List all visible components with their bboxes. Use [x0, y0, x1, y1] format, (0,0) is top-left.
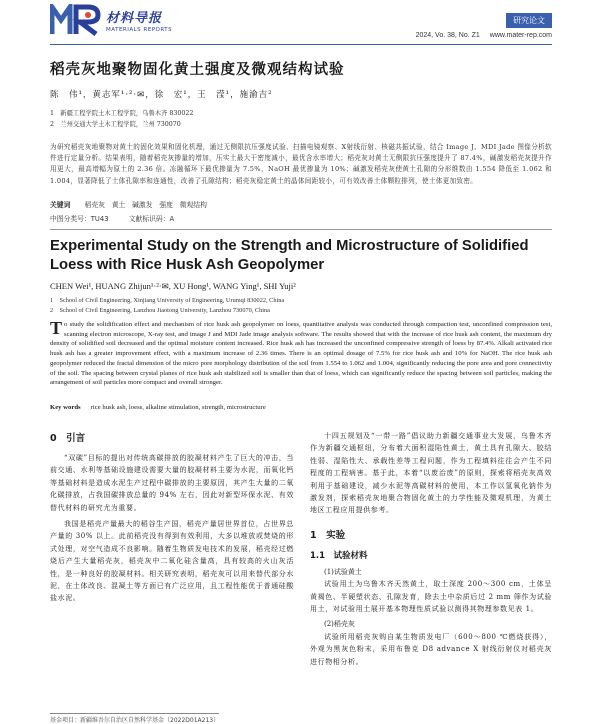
en-authors: CHEN Wei¹, HUANG Zhijun¹·²·✉, XU Hong¹, WANG Ying¹, SHI Yuji²: [50, 281, 296, 291]
en-affiliation-2: 2 School of Civil Engineering, Lanzhou Jiaotong University, Lanzhou 730070, China: [50, 306, 270, 314]
cn-abstract: 为研究稻壳灰地聚物对黄土的固化效果和固化机理，通过无侧限抗压强度试验、扫描电镜观察、X射线衍射、核磁共振试验，结合 Image J、MDI Jade 图像分析软件进行定量分析。结果表明，随着稻壳灰掺量的增加，压实土最大干密度减小，最优含水率增大；稻壳灰对黄土无侧限抗压强度提升了 87.4%，碱激发稻壳灰提升作用更大，最高增幅为原土的 2.36 倍。冻融循环下最优掺量为 7.5%，NaOH 最优掺量为 10%；碱激发稻壳灰使黄土孔隙的分形维数由 1.554 降低至 1.062 和 1.004，显著降低了土体孔隙率和连通性，改善了孔隙结构；稻壳灰稳定黄土的晶体间距较小，可有效改善土体颗粒排列，使土体更加致密。: [50, 143, 552, 185]
cn-affiliation-1: 1 新疆工程学院土木工程学院，乌鲁木齐 830022: [50, 110, 194, 117]
en-title: Experimental Study on the Strength and Microstructure of Solidified Loess with Rice Husk Ash Geopolymer: [50, 238, 529, 273]
column-tag: 研究论文: [506, 13, 552, 28]
en-abstract: [50, 320, 552, 388]
en-affiliations: [50, 296, 552, 315]
item-2-text: 试验所用稻壳灰购自某生物质发电厂（600～800 ℃燃烧获得），外观为黑灰色粉末，采用布鲁克 D8 advance X 射线衍射仪对稻壳灰进行物相分析。: [310, 632, 552, 666]
item-1-text: 试验用土为乌鲁木齐天然黄土，取土深度 200～300 cm，土体呈黄褐色、半硬塑状态、孔隙发育，除去土中杂质后过 2 mm 筛作为试验用土，对试验用土展开基本物理性质试验以测得其物理参数见表 1。: [310, 580, 552, 614]
cls-value: TU43: [90, 215, 109, 223]
intro-heading: 0 引言: [50, 433, 86, 444]
cn-affiliations: [50, 108, 552, 130]
journal-name-en: MATERIALS REPORTS: [106, 27, 173, 33]
left-column: [50, 430, 294, 605]
journal-url[interactable]: www.mater-rep.com: [489, 32, 552, 39]
cn-keywords-text: 稻壳灰 黄土 碱激发 强度 微观结构: [84, 201, 207, 209]
doc-value: A: [169, 215, 175, 223]
intro-paragraph-1: “双碳”目标的提出对传统高碳排放的胶凝材料产生了巨大的冲击，当前交通、水利等基础设施建设需要大量的胶凝材料主要为水泥，而氧化钙等基础材料是造成水泥生产过程中碳排放的主要原因，其产生大量的二氧化碳排放，占我国碳排放总量的 94% 左右，因此对新型环保水泥、有效替代材料的研究尤为重要。: [50, 454, 294, 512]
cn-affiliation-2: 2 兰州交通大学土木工程学院，兰州 730070: [50, 121, 181, 128]
cn-keywords: [50, 199, 552, 209]
doc-label: 文献标识码：: [128, 215, 170, 223]
footnote: 基金项目：新疆维吾尔自治区自然科学基金（2022D01A213）: [50, 713, 219, 724]
right-paragraph-1: 十四五规划及“一带一路”倡议助力新疆交通事业大发展，乌鲁木齐作为新疆交通枢纽，分布着大面积湿陷性黄土，黄土具有孔隙大、胶结性弱、湿陷性大、承载性差等工程问题，作为工程填料往往会产生不同程度的工程病害。基于此，本着“以废治废”的原则，探索将稻壳灰高效利用于基础建设，减少水泥等高碳材料的使用，本工作以氢氧化钠作为激发剂，探索稻壳灰地聚合物固化黄土的力学性能及微观机理，为黄土地区工程应用提供参考。: [310, 432, 552, 515]
item-2-heading: (2)稻壳灰: [324, 620, 355, 629]
right-column: [310, 430, 552, 668]
en-keywords: [50, 404, 552, 411]
cls-label: 中图分类号：: [50, 215, 91, 223]
section-1-1-heading: 1.1 试验材料: [310, 550, 368, 561]
issue-info: 2024, Vo. 38, No. Z1: [415, 32, 480, 39]
cn-title: 稻壳灰地聚物固化黄土强度及微观结构试验: [50, 61, 345, 78]
section-1-heading: 1 实验: [310, 529, 346, 541]
en-keywords-label: Key words: [50, 404, 81, 411]
en-keywords-text: rice husk ash, loess, alkaline stimulation, strength, microstructure: [90, 404, 266, 411]
en-abstract-text: o study the solidification effect and mechanism of rice husk ash geopolymer on loess, quantitative analysis was conducted through compaction test, unconfined compression test, scanning electron microscope, X-ray test, and image J and MDI Jade image analysis software. The results showed that with the increase of rice husk ash content, the maximum dry density of solidified soil decreased and the optimal moisture content increased. Rice husk ash has increased the unconfined compressive strength of loess by 87.4%. Alkali activated rice husk ash has a greater improvement effect, with a maximum increase of 2.36 times. There is an optimal dosage of 7.5% for rice husk ash and 10% for NaOH. The rice husk ash geopolymer reduced the fractal dimension of the micro pore morphology distribution of the soil from 1.554 to 1.062 and 1.004, significantly reducing the pore area and pore connectivity of the soil. The spacing between crystal planes of rice husk ash stabilized soil is smaller than that of loess, which can significantly reduce the spacing between soil particles, making the arrangement of soil particles more compact and overall stronger.: [50, 321, 552, 387]
item-1-heading: (1)试验黄土: [324, 567, 362, 576]
cn-classification: [50, 213, 552, 223]
journal-name-cn: 材料导报: [106, 11, 163, 26]
issue-line: [50, 32, 552, 45]
cn-keywords-label: 关键词: [50, 201, 71, 209]
cn-authors: 陈 伟¹，黄志军¹·²·✉，徐 宏¹，王 滢¹，施渝吉²: [50, 90, 273, 100]
intro-paragraph-2: 我国是稻壳产量最大的稻谷生产国，稻壳产量居世界首位，占世界总产量的 30% 以上。此前稻壳没有得到有效利用，大多以堆放或焚烧的形式处理，对空气造成不良影响。随着生物质发电技术的发展，稻壳经过燃烧后产生大量稻壳灰，稻壳灰中二氧化硅含量高，具有较高的火山灰活性，是一种良好的胶凝材料。相关研究表明，稻壳灰可以用来替代部分水泥，在土体改良、混凝土等方面已有广泛应用，且工程性能优于普通硅酸盐水泥。: [50, 520, 294, 603]
en-affiliation-1: 1 School of Civil Engineering, Xinjiang University of Engineering, Urumqi 830022, China: [50, 297, 285, 304]
dropcap: T: [50, 318, 63, 338]
section-divider: [50, 229, 552, 230]
